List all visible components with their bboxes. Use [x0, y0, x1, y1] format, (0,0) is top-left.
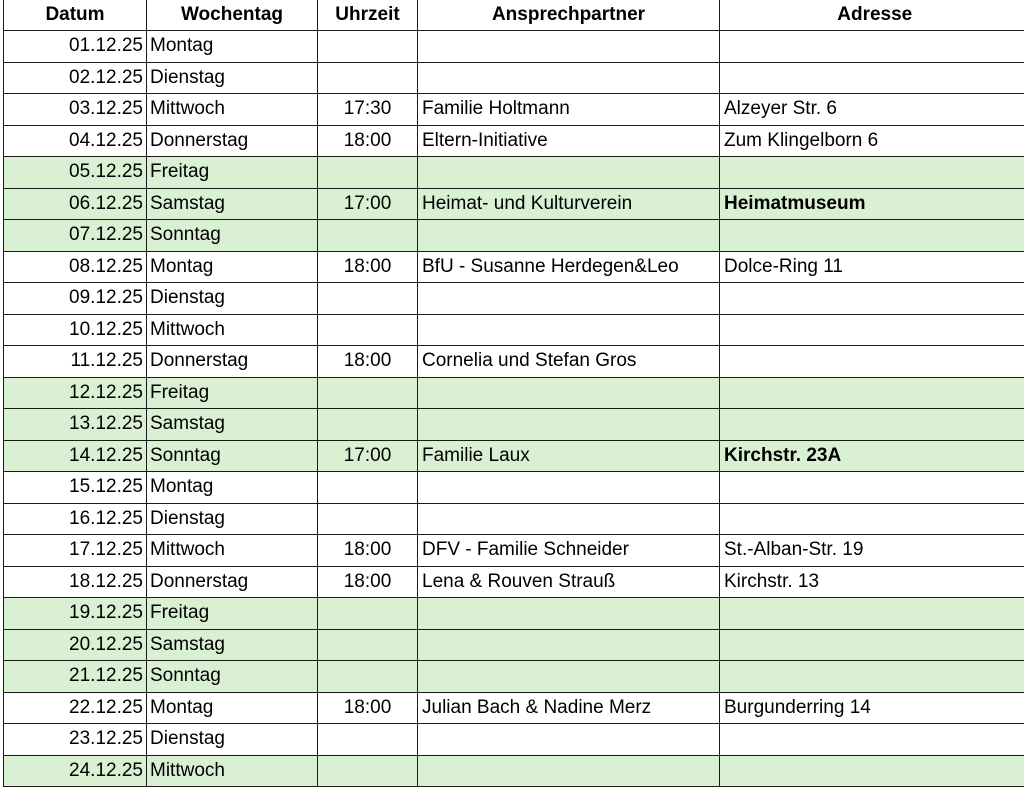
date-cell[interactable]: 09.12.25: [4, 283, 147, 315]
address-cell[interactable]: Kirchstr. 13: [720, 566, 1024, 598]
weekday-cell[interactable]: Samstag: [147, 629, 318, 661]
date-cell[interactable]: 04.12.25: [4, 125, 147, 157]
time-cell[interactable]: 18:00: [318, 692, 418, 724]
date-cell[interactable]: 12.12.25: [4, 377, 147, 409]
partner-cell[interactable]: [418, 503, 720, 535]
time-cell[interactable]: [318, 62, 418, 94]
time-cell[interactable]: [318, 503, 418, 535]
partner-cell[interactable]: [418, 598, 720, 630]
weekday-cell[interactable]: Samstag: [147, 188, 318, 220]
weekday-cell[interactable]: Sonntag: [147, 220, 318, 252]
date-cell[interactable]: 02.12.25: [4, 62, 147, 94]
time-cell[interactable]: [318, 724, 418, 756]
time-cell[interactable]: [318, 220, 418, 252]
date-cell[interactable]: 17.12.25: [4, 535, 147, 567]
partner-cell[interactable]: [418, 377, 720, 409]
date-cell[interactable]: 23.12.25: [4, 724, 147, 756]
date-cell[interactable]: 24.12.25: [4, 755, 147, 787]
header-date[interactable]: Datum: [4, 0, 147, 31]
time-cell[interactable]: 18:00: [318, 251, 418, 283]
address-cell[interactable]: Zum Klingelborn 6: [720, 125, 1024, 157]
weekday-cell[interactable]: Mittwoch: [147, 94, 318, 126]
weekday-cell[interactable]: Dienstag: [147, 503, 318, 535]
partner-cell[interactable]: [418, 472, 720, 504]
date-cell[interactable]: 10.12.25: [4, 314, 147, 346]
address-cell[interactable]: [720, 157, 1024, 189]
date-cell[interactable]: 15.12.25: [4, 472, 147, 504]
address-cell[interactable]: [720, 629, 1024, 661]
date-cell[interactable]: 19.12.25: [4, 598, 147, 630]
time-cell[interactable]: 17:30: [318, 94, 418, 126]
time-cell[interactable]: [318, 661, 418, 693]
schedule-table: [3, 0, 1024, 787]
partner-cell[interactable]: Lena & Rouven Strauß: [418, 566, 720, 598]
address-cell[interactable]: [720, 377, 1024, 409]
address-cell[interactable]: [720, 503, 1024, 535]
table-row: [4, 598, 1024, 630]
weekday-cell[interactable]: Montag: [147, 472, 318, 504]
weekday-cell[interactable]: Montag: [147, 251, 318, 283]
partner-cell[interactable]: BfU - Susanne Herdegen&Leo: [418, 251, 720, 283]
table-row: [4, 94, 1024, 126]
address-cell[interactable]: [720, 346, 1024, 378]
weekday-cell[interactable]: Samstag: [147, 409, 318, 441]
date-cell[interactable]: 16.12.25: [4, 503, 147, 535]
weekday-cell[interactable]: Donnerstag: [147, 125, 318, 157]
table-row: [4, 692, 1024, 724]
weekday-cell[interactable]: Sonntag: [147, 440, 318, 472]
address-cell[interactable]: [720, 724, 1024, 756]
partner-cell[interactable]: Cornelia und Stefan Gros: [418, 346, 720, 378]
time-cell[interactable]: [318, 409, 418, 441]
partner-cell[interactable]: [418, 31, 720, 63]
table-row: [4, 629, 1024, 661]
table-row: [4, 661, 1024, 693]
weekday-cell[interactable]: Dienstag: [147, 283, 318, 315]
time-cell[interactable]: 17:00: [318, 188, 418, 220]
address-cell[interactable]: [720, 220, 1024, 252]
table-row: [4, 125, 1024, 157]
date-cell[interactable]: 11.12.25: [4, 346, 147, 378]
partner-cell[interactable]: [418, 755, 720, 787]
table-row: [4, 346, 1024, 378]
time-cell[interactable]: [318, 283, 418, 315]
time-cell[interactable]: [318, 314, 418, 346]
header-address[interactable]: Adresse: [720, 0, 1024, 31]
header-time[interactable]: Uhrzeit: [318, 0, 418, 31]
time-cell[interactable]: [318, 157, 418, 189]
address-cell[interactable]: [720, 472, 1024, 504]
date-cell[interactable]: 01.12.25: [4, 31, 147, 63]
partner-cell[interactable]: Eltern-Initiative: [418, 125, 720, 157]
table-row: [4, 188, 1024, 220]
table-row: [4, 283, 1024, 315]
weekday-cell[interactable]: Freitag: [147, 157, 318, 189]
partner-cell[interactable]: Heimat- und Kulturverein: [418, 188, 720, 220]
weekday-cell[interactable]: Dienstag: [147, 724, 318, 756]
time-cell[interactable]: 18:00: [318, 566, 418, 598]
address-cell[interactable]: Heimatmuseum: [720, 188, 1024, 220]
partner-cell[interactable]: [418, 220, 720, 252]
weekday-cell[interactable]: Dienstag: [147, 62, 318, 94]
partner-cell[interactable]: Julian Bach & Nadine Merz: [418, 692, 720, 724]
address-cell[interactable]: [720, 62, 1024, 94]
weekday-cell[interactable]: Sonntag: [147, 661, 318, 693]
address-cell[interactable]: [720, 661, 1024, 693]
time-cell[interactable]: [318, 598, 418, 630]
weekday-cell[interactable]: Mittwoch: [147, 755, 318, 787]
address-cell[interactable]: St.-Alban-Str. 19: [720, 535, 1024, 567]
date-cell[interactable]: 18.12.25: [4, 566, 147, 598]
table-row: [4, 724, 1024, 756]
weekday-cell[interactable]: Donnerstag: [147, 566, 318, 598]
table-row: [4, 62, 1024, 94]
time-cell[interactable]: 17:00: [318, 440, 418, 472]
date-cell[interactable]: 05.12.25: [4, 157, 147, 189]
table-row: [4, 503, 1024, 535]
header-weekday[interactable]: Wochentag: [147, 0, 318, 31]
address-cell[interactable]: [720, 283, 1024, 315]
date-cell[interactable]: 13.12.25: [4, 409, 147, 441]
weekday-cell[interactable]: Mittwoch: [147, 535, 318, 567]
address-cell[interactable]: [720, 409, 1024, 441]
time-cell[interactable]: [318, 629, 418, 661]
address-cell[interactable]: [720, 314, 1024, 346]
table-row: [4, 251, 1024, 283]
weekday-cell[interactable]: Freitag: [147, 598, 318, 630]
partner-cell[interactable]: [418, 409, 720, 441]
time-cell[interactable]: 18:00: [318, 535, 418, 567]
weekday-cell[interactable]: Freitag: [147, 377, 318, 409]
address-cell[interactable]: Alzeyer Str. 6: [720, 94, 1024, 126]
partner-cell[interactable]: Familie Laux: [418, 440, 720, 472]
address-cell[interactable]: Kirchstr. 23A: [720, 440, 1024, 472]
time-cell[interactable]: [318, 472, 418, 504]
table-row: [4, 377, 1024, 409]
table-row: [4, 314, 1024, 346]
date-cell[interactable]: 14.12.25: [4, 440, 147, 472]
weekday-cell[interactable]: Donnerstag: [147, 346, 318, 378]
partner-cell[interactable]: [418, 661, 720, 693]
weekday-cell[interactable]: Montag: [147, 31, 318, 63]
partner-cell[interactable]: [418, 62, 720, 94]
date-cell[interactable]: 22.12.25: [4, 692, 147, 724]
date-cell[interactable]: 21.12.25: [4, 661, 147, 693]
partner-cell[interactable]: [418, 283, 720, 315]
table-row: [4, 535, 1024, 567]
date-cell[interactable]: 08.12.25: [4, 251, 147, 283]
partner-cell[interactable]: Familie Holtmann: [418, 94, 720, 126]
address-cell[interactable]: [720, 598, 1024, 630]
address-cell[interactable]: Burgunderring 14: [720, 692, 1024, 724]
weekday-cell[interactable]: Mittwoch: [147, 314, 318, 346]
table-row: [4, 472, 1024, 504]
partner-cell[interactable]: [418, 157, 720, 189]
time-cell[interactable]: [318, 31, 418, 63]
partner-cell[interactable]: DFV - Familie Schneider: [418, 535, 720, 567]
address-cell[interactable]: [720, 755, 1024, 787]
table-row: [4, 755, 1024, 787]
table-row: [4, 157, 1024, 189]
table-row: [4, 31, 1024, 63]
table-row: [4, 220, 1024, 252]
table-row: [4, 409, 1024, 441]
time-cell[interactable]: 18:00: [318, 346, 418, 378]
address-cell[interactable]: [720, 31, 1024, 63]
header-row: [4, 0, 1024, 31]
date-cell[interactable]: 06.12.25: [4, 188, 147, 220]
partner-cell[interactable]: [418, 629, 720, 661]
header-partner[interactable]: Ansprechpartner: [418, 0, 720, 31]
weekday-cell[interactable]: Montag: [147, 692, 318, 724]
partner-cell[interactable]: [418, 314, 720, 346]
table-row: [4, 566, 1024, 598]
table-row: [4, 440, 1024, 472]
time-cell[interactable]: 18:00: [318, 125, 418, 157]
time-cell[interactable]: [318, 377, 418, 409]
address-cell[interactable]: Dolce-Ring 11: [720, 251, 1024, 283]
date-cell[interactable]: 03.12.25: [4, 94, 147, 126]
time-cell[interactable]: [318, 755, 418, 787]
date-cell[interactable]: 07.12.25: [4, 220, 147, 252]
date-cell[interactable]: 20.12.25: [4, 629, 147, 661]
partner-cell[interactable]: [418, 724, 720, 756]
